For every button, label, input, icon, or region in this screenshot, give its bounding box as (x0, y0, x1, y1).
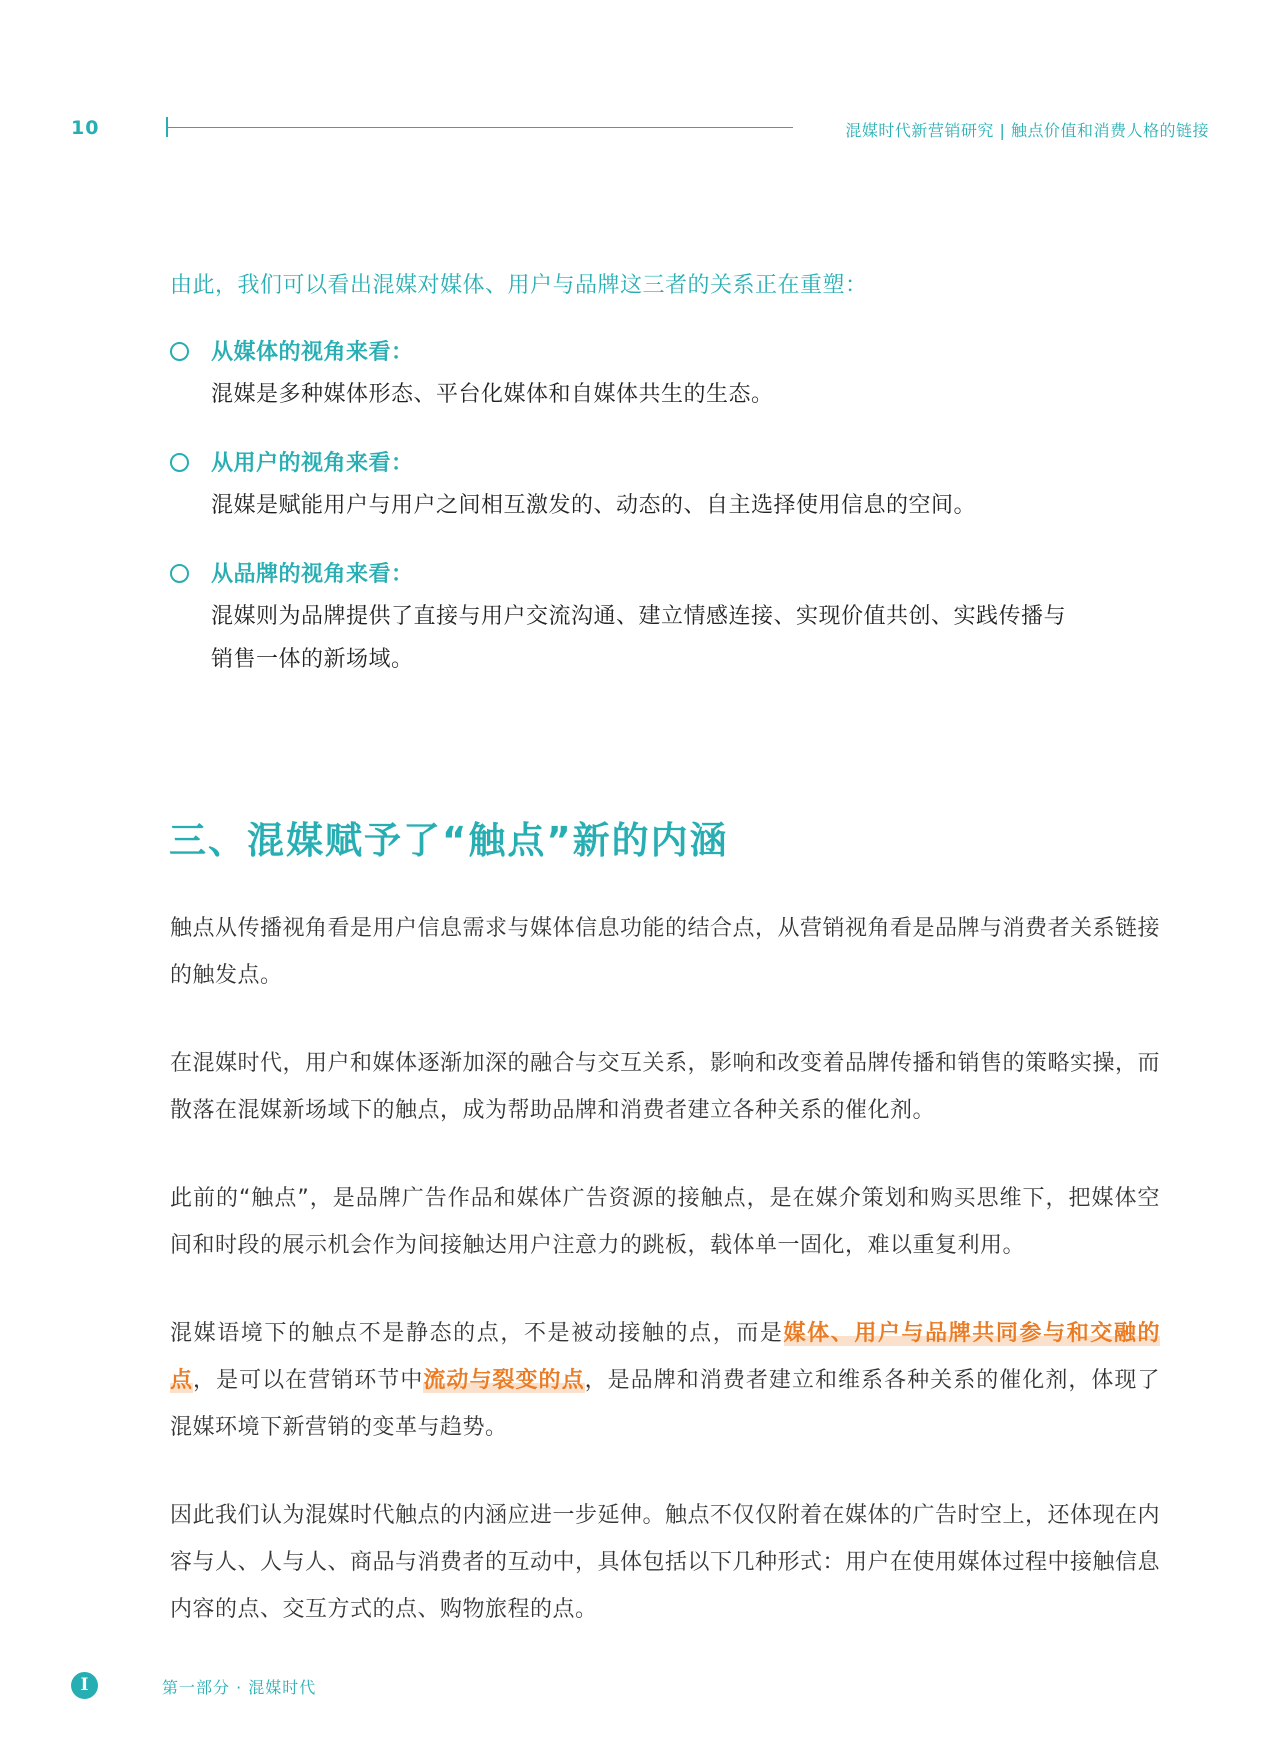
list-item (168, 338, 1168, 416)
list-item (168, 560, 1168, 681)
perspective-list (168, 338, 1168, 714)
paragraph-3: 此前的“触点”，是品牌广告作品和媒体广告资源的接触点，是在媒介策划和购买思维下，把媒体空间和时段的展示机会作为间接触达用户注意力的跳板，载体单一固化，难以重复利用。 (170, 1186, 1160, 1258)
bullet-body (211, 484, 1168, 527)
circle-bullet-icon (170, 453, 189, 472)
bullet-body (211, 373, 1168, 416)
header-rule (166, 127, 793, 128)
list-item (168, 449, 1168, 527)
part-number-badge: I (71, 1672, 98, 1699)
bullet-line: 混媒则为品牌提供了直接与用户交流沟通、建立情感连接、实现价值共创、实践传播与 (211, 604, 1067, 629)
bullet-line: 混媒是多种媒体形态、平台化媒体和自媒体共生的生态。 (211, 382, 774, 407)
bullet-body (211, 595, 1168, 681)
highlight-text: 流动与裂变的点 (423, 1368, 585, 1393)
paragraph-1: 触点从传播视角看是用户信息需求与媒体信息功能的结合点，从营销视角看是品牌与消费者关系链接的触发点。 (170, 916, 1161, 988)
page-number: 10 (71, 117, 100, 139)
intro-text: 由此，我们可以看出混媒对媒体、用户与品牌这三者的关系正在重塑： (170, 273, 868, 298)
bullet-title: 从用户的视角来看： (211, 451, 414, 476)
body-text (170, 905, 1160, 1674)
section-title: 三、混媒赋予了“触点”新的内涵 (169, 819, 729, 862)
running-title: 混媒时代新营销研究 | 触点价值和消费人格的链接 (845, 121, 1209, 140)
circle-bullet-icon (170, 342, 189, 361)
paragraph-2: 在混媒时代，用户和媒体逐渐加深的融合与交互关系，影响和改变着品牌传播和销售的策略实操，而散落在混媒新场域下的触点，成为帮助品牌和消费者建立各种关系的催化剂。 (170, 1051, 1161, 1123)
highlight-text: 媒体、用户与品牌共同参与和交融的点 (170, 1321, 1160, 1393)
paragraph-4-part2: ，是可以在营销环节中 (193, 1368, 424, 1393)
part-label: 第一部分 · 混媒时代 (162, 1678, 317, 1697)
paragraph-4 (170, 1310, 1160, 1451)
bullet-title: 从媒体的视角来看： (211, 340, 414, 365)
paragraph-4-part3: ，是品牌和消费者建立和维系各种关系的催化剂，体现了混媒环境下新营销的变革与趋势。 (170, 1368, 1160, 1440)
paragraph-5: 因此我们认为混媒时代触点的内涵应进一步延伸。触点不仅仅附着在媒体的广告时空上，还体现在内容与人、人与人、商品与消费者的互动中，具体包括以下几种形式：用户在使用媒体过程中接触信息内容的点、交互方式的点、购物旅程的点。 (170, 1503, 1161, 1622)
page-footer (0, 1672, 1280, 1712)
bullet-line: 混媒是赋能用户与用户之间相互激发的、动态的、自主选择使用信息的空间。 (211, 493, 977, 518)
paragraph-4-part1: 混媒语境下的触点不是静态的点，不是被动接触的点，而是 (170, 1321, 784, 1346)
page-header (0, 110, 1280, 150)
circle-bullet-icon (170, 564, 189, 583)
bullet-title: 从品牌的视角来看： (211, 562, 414, 587)
bullet-line: 销售一体的新场域。 (211, 647, 414, 672)
